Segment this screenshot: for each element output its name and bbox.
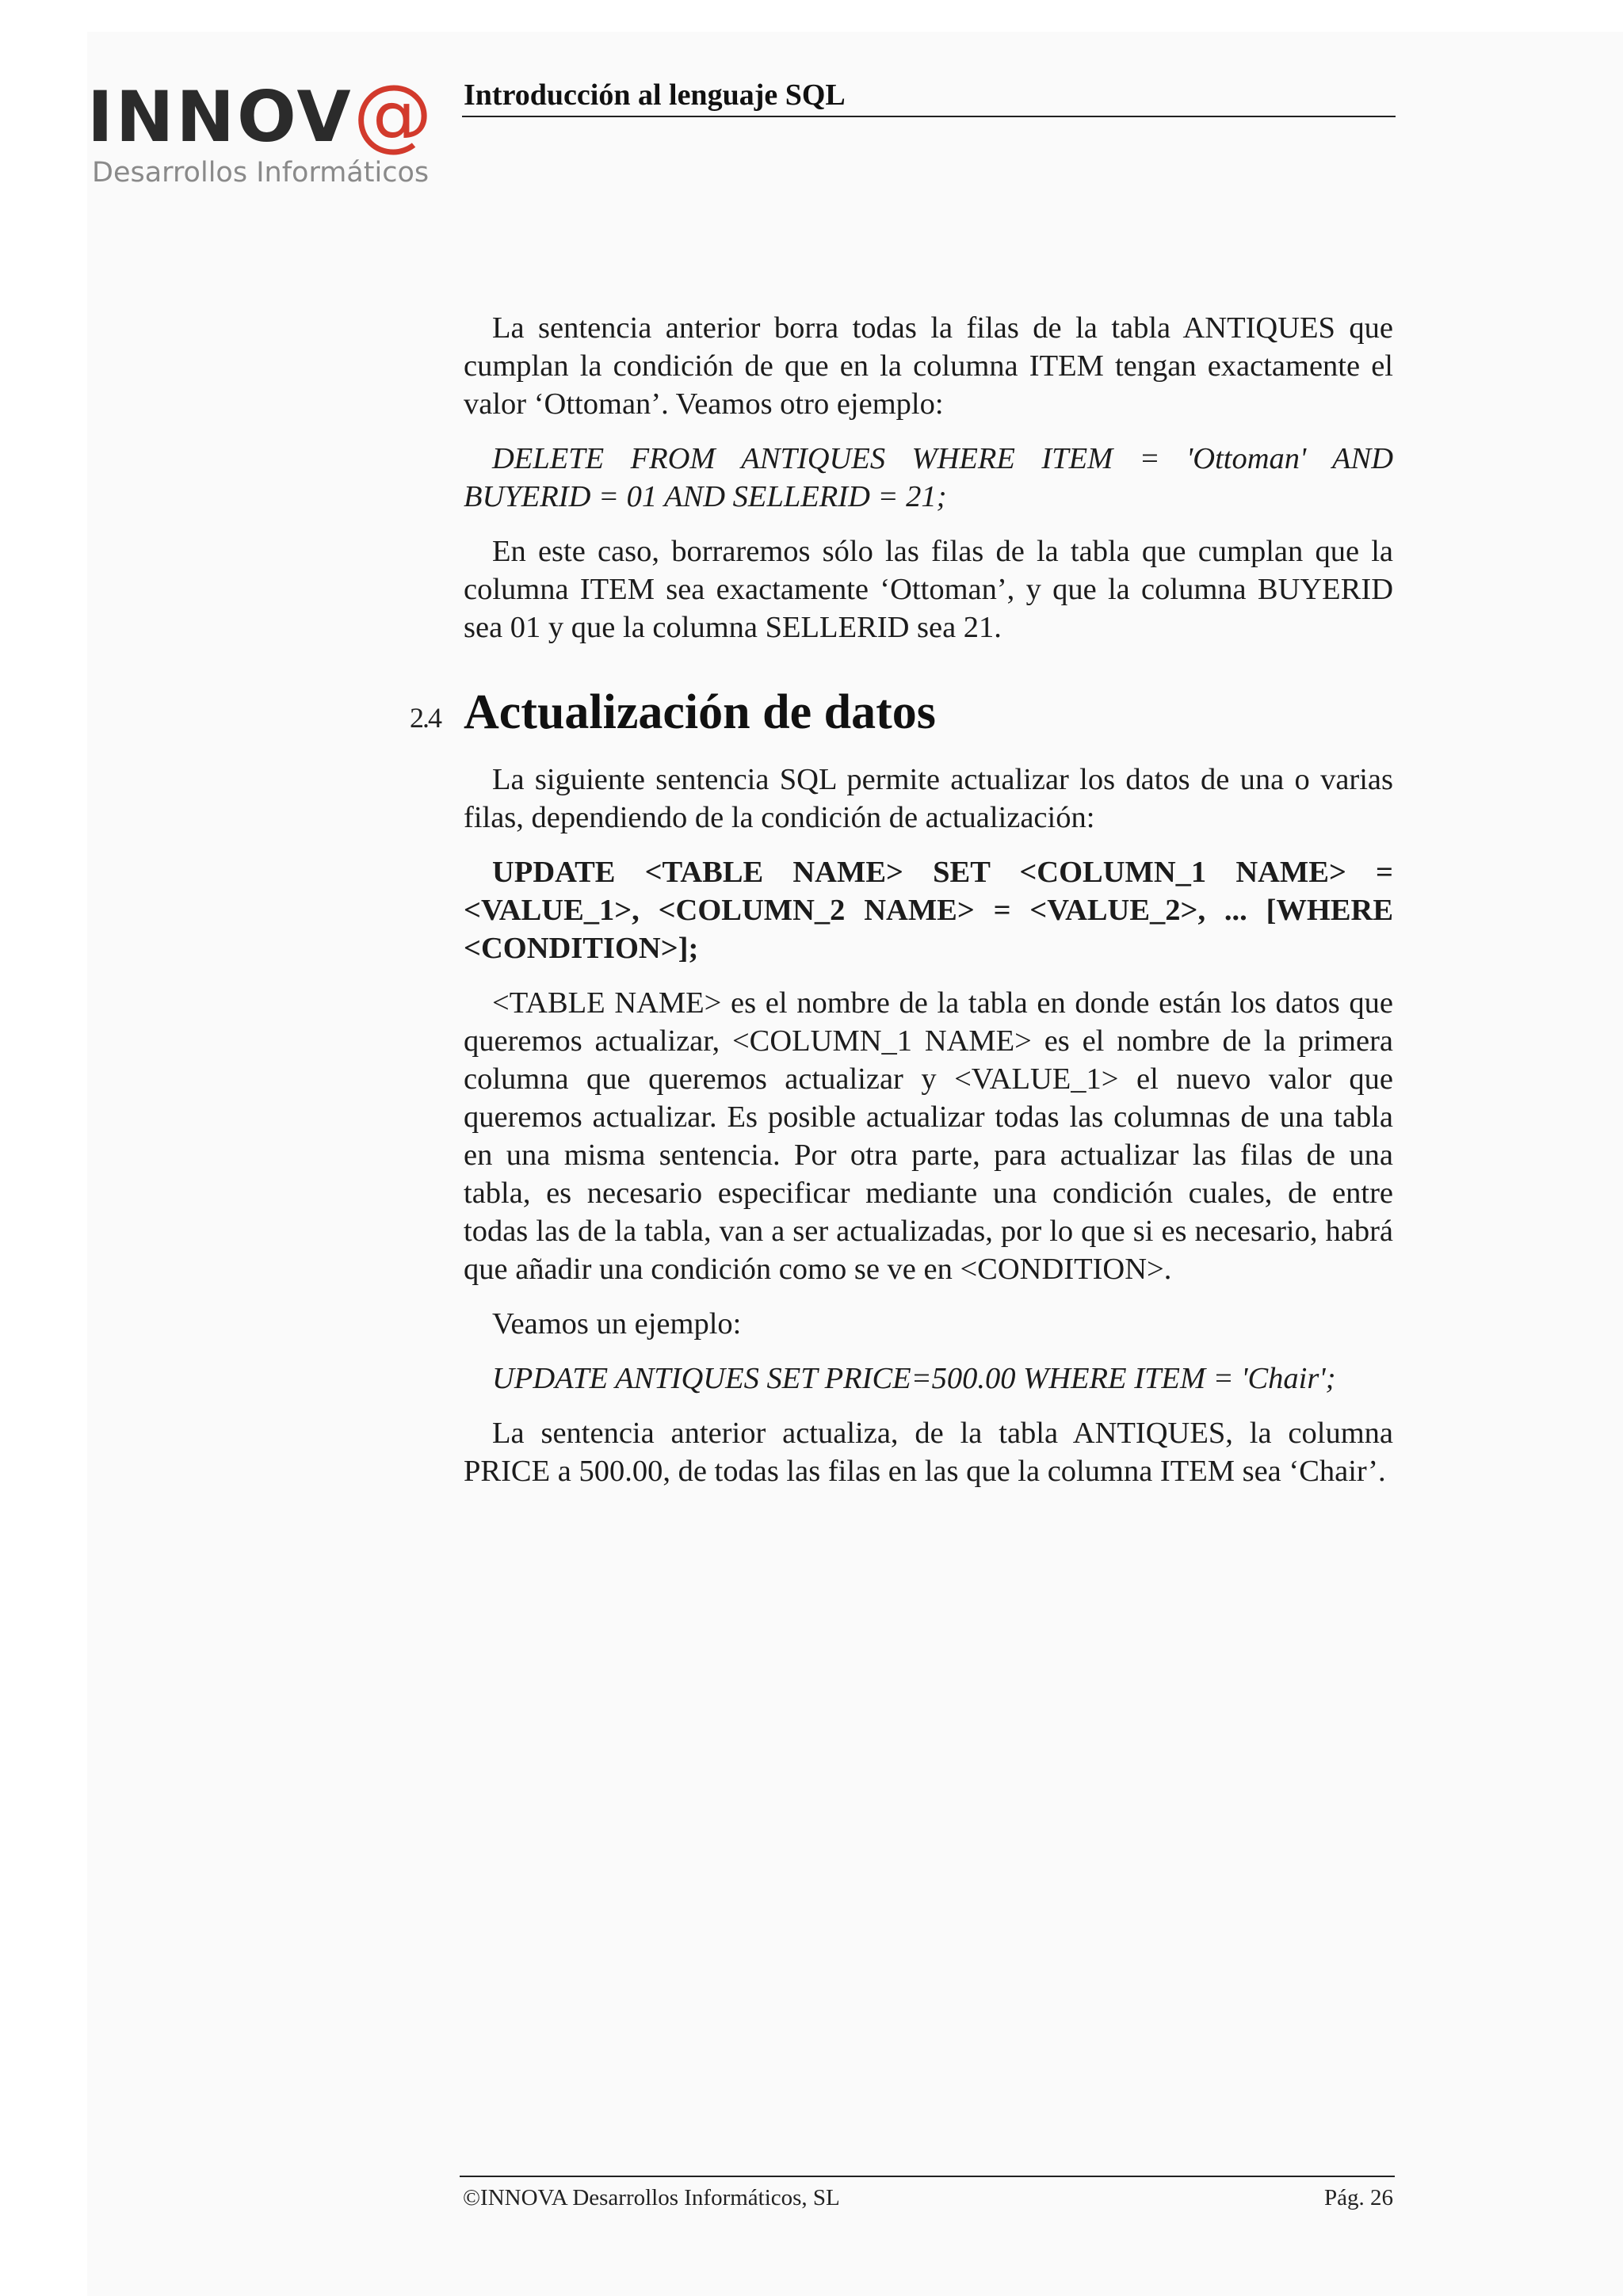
document-title: Introducción al lenguaje SQL [464,78,846,112]
paragraph: En este caso, borraremos sólo las filas de la tabla que cumplan que la columna ITEM sea exactamente ‘Ottoman’, y que la columna BUYERID sea 01 y que la columna SELLERID sea 21. [464,535,1393,644]
logo-tagline: Desarrollos Informáticos [92,157,430,189]
paragraph: La sentencia anterior actualiza, de la tabla ANTIQUES, la columna PRICE a 500.00, de todas las filas en las que la columna ITEM sea ‘Chair’. [464,1417,1393,1488]
logo-wordmark-text: INNOV [87,76,353,158]
code-example-update: UPDATE ANTIQUES SET PRICE=500.00 WHERE ITEM = 'Chair'; [492,1362,1336,1395]
section-text [464,761,1393,1507]
company-logo [87,67,460,198]
update-syntax: UPDATE <TABLE NAME> SET <COLUMN_1 NAME> = <VALUE_1>, <COLUMN_2 NAME> = <VALUE_2>, ... [WHERE <CONDITION>]; [464,856,1393,965]
paragraph: La sentencia anterior borra todas la filas de la tabla ANTIQUES que cumplan la condición de que en la columna ITEM tengan exactamente el valor ‘Ottoman’. Veamos otro ejemplo: [464,311,1393,421]
logo-at-symbol: @ [353,67,433,160]
page-number: Pág. 26 [1324,2185,1393,2210]
paragraph: <TABLE NAME> es el nombre de la tabla en donde están los datos que queremos actualizar, <COLUMN_1 NAME> es el nombre de la primera columna que queremos actualizar y <VALUE_1> el nuevo valor que queremos actualizar. Es posible actualizar todas las columnas de una tabla en una misma sentencia. Por otra parte, para actualizar las filas de una tabla, es necesario especificar mediante una condición cuales, de entre todas las de la tabla, van a ser actualizadas, por lo que si es necesario, habrá que añadir una condición como se ve en <CONDITION>. [464,986,1393,1286]
paragraph: Veamos un ejemplo: [492,1307,742,1341]
header-divider [462,116,1396,117]
paragraph: La siguiente sentencia SQL permite actualizar los datos de una o varias filas, dependiendo de la condición de actualización: [464,763,1393,834]
logo-wordmark [87,67,433,160]
section-number: 2.4 [410,702,441,734]
code-example-delete: DELETE FROM ANTIQUES WHERE ITEM = 'Ottoman' AND BUYERID = 01 AND SELLERID = 21; [464,442,1393,513]
footer-copyright: ©INNOVA Desarrollos Informáticos, SL [463,2185,840,2210]
intro-text [464,309,1393,663]
footer-divider [460,2176,1395,2177]
section-title: Actualización de datos [464,685,936,739]
